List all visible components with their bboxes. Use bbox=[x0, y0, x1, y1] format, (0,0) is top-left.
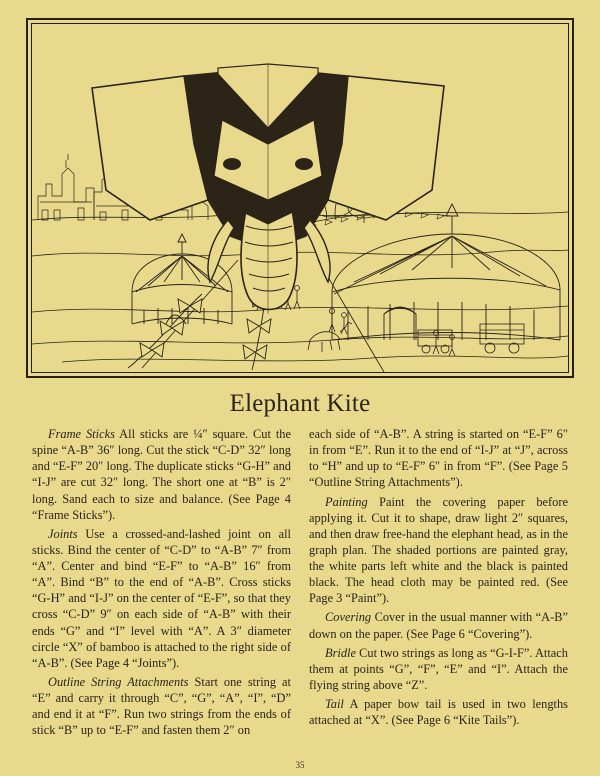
paragraph-body: A paper bow tail is used in two lengths attached at “X”. (See Page 6 “Kite Tails”). bbox=[309, 697, 568, 728]
paragraph-lead: Frame Sticks bbox=[48, 427, 115, 441]
paragraph-lead: Painting bbox=[325, 494, 368, 509]
paragraph-lead: Joints bbox=[48, 526, 78, 541]
text-column-left bbox=[32, 426, 291, 741]
paragraph-body: Paint the covering paper before applying it. Cut it to shape, draw light 2″ squares, and then draw free-hand the elephant head, as in the graph plan. The shaded portions are painted gray, the white parts left white and the black is painted black. The head cloth may be painted red. (See Page 3 “Paint”). bbox=[309, 494, 568, 606]
paragraph-lead: Tail bbox=[325, 697, 344, 711]
paragraph-body: Start one string at “E” and carry it through “C”, “G”, “A”, “I”, “D” and end it at “F”. Run two strings from the ends of stick “B” up to “E-F” and fasten them 2″ on bbox=[32, 674, 291, 738]
paragraph-lead: Bridle bbox=[325, 645, 356, 660]
paragraph-body: each side of “A-B”. A string is started on “E-F” 6″ in from “E”. Run it to the end of “I-J” at “J”, across to “H” and up to “E-F” 6″ in from “F”. (See Page 5 “Outline String Attachments”). bbox=[309, 427, 568, 490]
paragraph-joints bbox=[32, 526, 291, 671]
paragraph-continuation bbox=[309, 426, 568, 491]
paragraph-outline-string-attachments bbox=[32, 674, 291, 739]
paragraph-lead: Covering bbox=[325, 610, 372, 625]
paragraph-covering bbox=[309, 609, 568, 641]
paragraph-tail bbox=[309, 696, 568, 728]
paragraph-painting bbox=[309, 494, 568, 607]
illustration-figure bbox=[26, 18, 574, 378]
page-number: 35 bbox=[295, 760, 305, 770]
text-columns bbox=[26, 426, 574, 741]
paragraph-bridle bbox=[309, 645, 568, 693]
figure-inner-border bbox=[31, 23, 569, 373]
paragraph-body: Cut two strings as long as “G-I-F”. Attach them at points “G”, “F”, “E” and “I”. Attach the flying string above “Z”. bbox=[309, 645, 568, 692]
paragraph-body: Cover in the usual manner with “A-B” down on the paper. (See Page 6 “Covering”). bbox=[309, 610, 568, 641]
text-column-right bbox=[309, 426, 568, 741]
paragraph-frame-sticks bbox=[32, 426, 291, 523]
page-title: Elephant Kite bbox=[229, 390, 371, 417]
circus-scene-drawing bbox=[32, 24, 568, 372]
paragraph-body: Use a crossed-and-lashed joint on all sticks. Bind the center of “C-D” to “A-B” 7″ from “A”. Center and bind “E-F” to “A-B” 16″ from “A”. Bind “B” to the end of “A-B”. Cross sticks “G-H” and “I-J” on the center of “E-F”, so that they cross “C-D” 9″ on each side of “A-B” with their ends “G” and “I” level with “A”. A 3″ diameter circle “X” of bamboo is attached to the right side of “A-B”. (See Page 4 “Joints”). bbox=[32, 526, 291, 670]
paragraph-body: All sticks are ¼″ square. Cut the spine “A-B” 36″ long. Cut the stick “C-D” 32″ long and “E-F” 20″ long. The duplicate sticks “G-H” and “I-J” are cut 32″ long. The short one at “B” is 2″ long. Sand each to size and balance. (See Page 4 “Frame Sticks”). bbox=[32, 427, 291, 522]
paragraph-lead: Outline String Attachments bbox=[48, 674, 189, 689]
